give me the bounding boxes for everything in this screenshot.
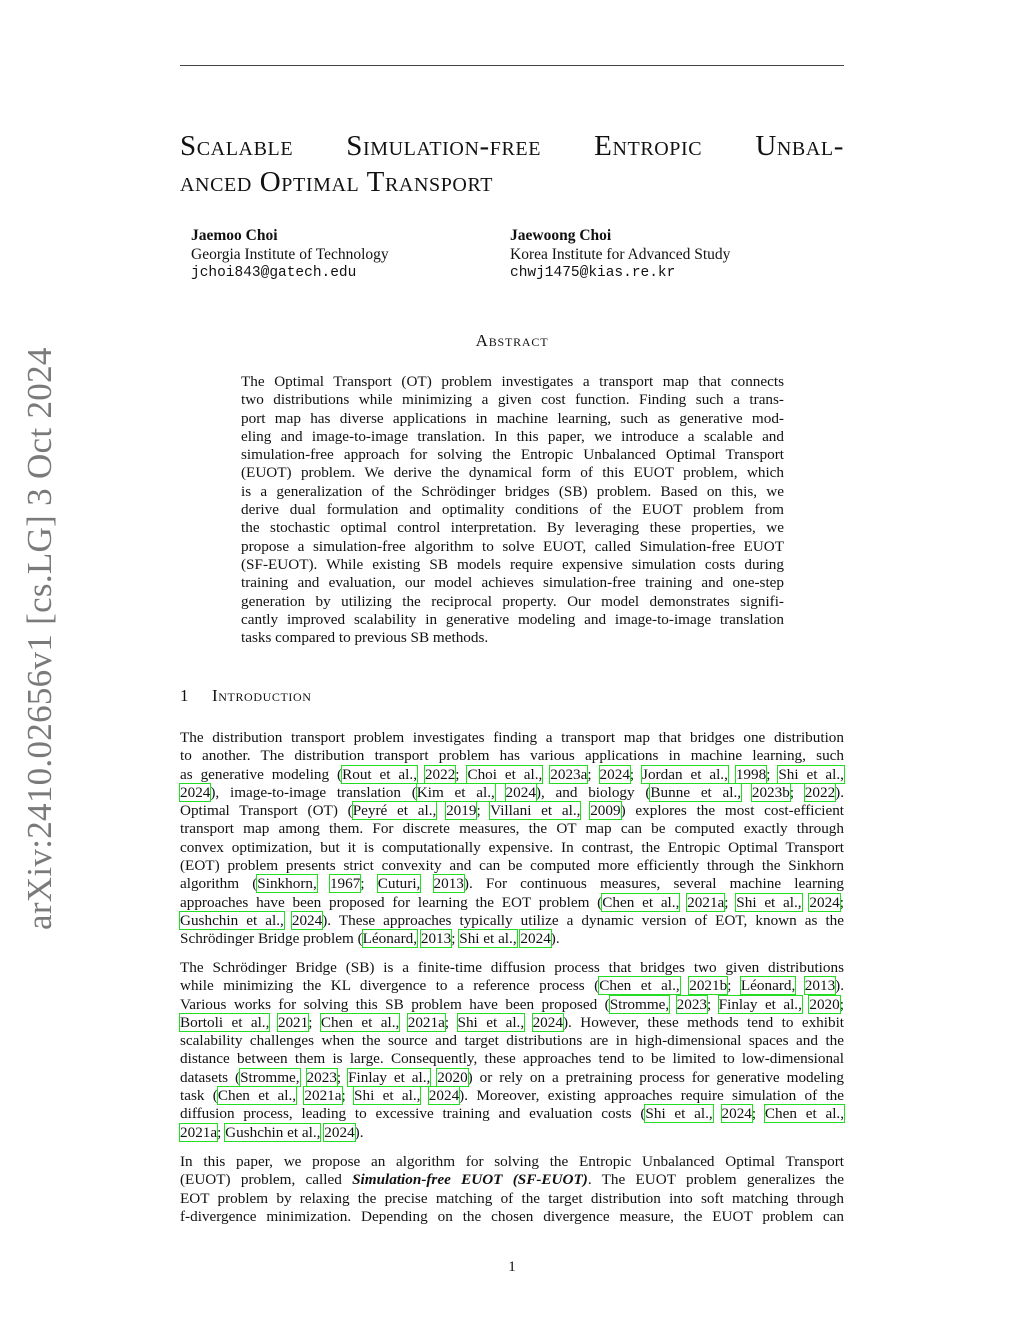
citation-link[interactable]: Peyré et al., (352, 802, 437, 820)
intro-paragraph-3 (180, 1153, 844, 1226)
abstract-line: derive dual formulation and optimality conditions of the EUOT problem from (241, 501, 784, 519)
text-run: while minimizing the KL divergence to a reference process ( (180, 977, 600, 995)
citation-link[interactable]: Villani et al., (490, 802, 581, 820)
text-line: 2024), image-to-image translation (Kim et al., 2024), and biology (Bunne et al., 2023b; 2022). (180, 783, 845, 801)
text-line: Optimal Transport (OT) (Peyré et al., 2019; Villani et al., 2009) explores the most cost-efficient (180, 802, 845, 820)
abstract-line: is a generalization of the Schrödinger bridges (SB) problem. Based on this, we (241, 482, 784, 500)
text-line: diffusion process, leading to excessive training and evaluation costs (Shi et al., 2024; Chen et al., (180, 1105, 845, 1123)
citation-link[interactable]: 2024 (532, 1013, 563, 1031)
citation-link[interactable]: Shi et al., (645, 1105, 713, 1123)
text-line (180, 1171, 844, 1189)
text-line: Bortoli et al., 2021; Chen et al., 2021a; Shi et al., 2024). However, these methods tend to exhibit (180, 1013, 845, 1031)
citation-link[interactable]: 2013 (420, 930, 452, 948)
citation-link[interactable]: 2024 (180, 783, 211, 801)
section-title: Introduction (212, 686, 312, 705)
text-line: while minimizing the KL divergence to a reference process (Chen et al., 2021b; Léonard, 2013). (180, 977, 845, 995)
text-line (180, 912, 844, 930)
top-rule (180, 65, 844, 66)
citation-link[interactable]: 2023b (751, 783, 790, 801)
citation-link[interactable]: 2024 (505, 783, 536, 801)
abstract-line: propose a simulation-free algorithm to solve EUOT, called Simulation-free EUOT (241, 537, 784, 555)
citation-link[interactable]: Gushchin et al., (180, 911, 284, 929)
text-line: scalability challenges when the source and target distributions are in high-dimensional spaces and the (180, 1032, 844, 1050)
author-affiliation: Georgia Institute of Technology (191, 246, 389, 263)
citation-link[interactable]: 2021a (407, 1013, 445, 1031)
author-affiliation: Korea Institute for Advanced Study (510, 246, 731, 263)
text-run: ), image-to-image translation ( (210, 783, 417, 801)
citation-link[interactable]: Gushchin et al., (225, 1123, 321, 1141)
text-line: convex optimization, but it is computationally expensive. In contrast, the Entropic Optimal Transport (180, 838, 844, 856)
text-line: EOT problem by relaxing the precise matching of the target distribution into soft matching through (180, 1189, 844, 1207)
intro-paragraph-1 (180, 729, 844, 949)
author-email[interactable]: chwj1475@kias.re.kr (510, 265, 676, 281)
citation-link[interactable]: Chen et al., (217, 1087, 297, 1105)
citation-link[interactable]: 2020 (809, 995, 840, 1013)
text-line: The Schrödinger Bridge (SB) is a finite-time diffusion process that bridges two given distributions (180, 959, 844, 976)
text-line: 2021a; Gushchin et al., 2024). (180, 1123, 364, 1141)
citation-link[interactable]: Shi et al., (736, 893, 802, 911)
abstract-line: simulation-free approach for solving the Entropic Unbalanced Optimal Transport (241, 446, 784, 464)
abstract-body (241, 373, 784, 647)
citation-link[interactable]: Choi et al., (467, 765, 543, 783)
text-run: ). (550, 930, 560, 948)
text-line: approaches have been proposed for learning the EOT problem (Chen et al., 2021a; Shi et al., 2024; (180, 893, 844, 911)
citation-link[interactable]: 2023 (306, 1068, 337, 1086)
text-run: diffusion process, leading to excessive training and evaluation costs ( (180, 1105, 646, 1123)
text-run: ). However, these methods tend to exhibit (562, 1013, 845, 1031)
abstract-line: two distributions while minimizing a given cost function. Finding such a trans- (241, 391, 784, 409)
text-line: Schrödinger Bridge problem (Léonard, 2013; Shi et al., 2024). (180, 930, 560, 948)
citation-link[interactable]: Bortoli et al., (180, 1013, 270, 1031)
citation-link[interactable]: 2019 (446, 802, 477, 820)
author-block (510, 226, 730, 283)
citation-link[interactable]: Chen et al., (599, 977, 680, 995)
citation-link[interactable]: 2024 (324, 1123, 355, 1141)
text-run: ). (354, 1123, 364, 1141)
text-run: ), and biology ( (535, 783, 651, 801)
text-run: ). These approaches typically utilize a dynamic version of EOT, known as the (322, 911, 845, 929)
citation-link[interactable]: 2021a (304, 1087, 342, 1105)
citation-link[interactable]: Jordan et al., (642, 765, 728, 783)
text-line: task (Chen et al., 2021a; Shi et al., 2024). Moreover, existing approaches require simulation of the (180, 1087, 845, 1105)
abstract-line: the stochastic optimal control interpretation. By leveraging these properties, we (241, 519, 784, 537)
citation-link[interactable]: Shi et al., (459, 930, 517, 948)
citation-link[interactable]: 2024 (809, 893, 840, 911)
text-line: as generative modeling (Rout et al., 2022; Choi et al., 2023a; 2024; Jordan et al., 1998; Shi et al., (180, 765, 844, 783)
citation-link[interactable]: Shi et al., (778, 765, 844, 783)
abstract-line: training and evaluation, our model achieves simulation-free training and one-step (241, 574, 784, 592)
citation-link[interactable]: Cuturi, (377, 875, 421, 893)
text-line: distance between them is large. Consequently, these approaches tend to be limited to low-dimensional (180, 1050, 844, 1068)
citation-link[interactable]: Stromme, (609, 995, 670, 1013)
citation-link[interactable]: 2021a (180, 1123, 218, 1141)
text-run: algorithm ( (180, 875, 258, 893)
text-line: to another. The distribution transport problem has various applications in machine learning, such (180, 747, 844, 765)
text-line: (EOT) problem presents strict convexity and can be computed more efficiently through the Sinkhorn (180, 857, 844, 875)
citation-link[interactable]: 2020 (437, 1068, 468, 1086)
abstract-line: port map has diverse applications in machine learning, such as generative mod- (241, 409, 784, 427)
author-block (191, 226, 389, 283)
citation-link[interactable]: Léonard, (740, 977, 796, 995)
text-run: (EUOT) problem, called (180, 1171, 353, 1189)
text-run: ). Moreover, existing approaches require simulation of the (459, 1087, 845, 1105)
citation-link[interactable]: Shi et al., (457, 1013, 525, 1031)
citation-link[interactable]: Rout et al., (342, 765, 417, 783)
citation-link[interactable]: Stromme, (240, 1068, 300, 1086)
title-line-2: anced Optimal Transport (180, 166, 494, 198)
citation-link[interactable]: 2013 (804, 977, 836, 995)
abstract-line: tasks compared to previous SB methods. (241, 629, 489, 647)
page-number: 1 (508, 1259, 516, 1275)
author-name: Jaewoong Choi (510, 227, 612, 244)
text-run: ). (835, 977, 845, 995)
citation-link[interactable]: Léonard, (362, 930, 418, 948)
abstract-heading: Abstract (475, 331, 549, 350)
text-line: Various works for solving this SB problem have been proposed (Stromme, 2023; Finlay et al., 2020; (180, 995, 844, 1013)
citation-link[interactable]: 2013 (433, 875, 464, 893)
abstract-line: (EUOT) problem. We derive the dynamical form of this EUOT problem, which (241, 464, 784, 482)
citation-link[interactable]: Sinkhorn, (257, 875, 317, 893)
text-line: transport map among them. For discrete measures, the OT map can be computed exactly through (180, 820, 844, 838)
text-run: Schrödinger Bridge problem ( (180, 930, 363, 948)
text-run: datasets ( (180, 1068, 241, 1086)
section-number: 1 (180, 686, 190, 705)
citation-link[interactable]: 1998 (735, 765, 767, 783)
text-run: Optimal Transport (OT) ( (180, 802, 353, 820)
citation-link[interactable]: 2024 (599, 765, 630, 783)
intro-paragraph-2 (180, 959, 844, 1142)
text-line: The distribution transport problem investigates finding a transport map that bridges one distribution (180, 729, 844, 746)
citation-link[interactable]: 2024 (428, 1087, 460, 1105)
text-run: ). For continuous measures, several machine learning (463, 875, 845, 893)
citation-link[interactable]: Finlay et al., (718, 995, 802, 1013)
citation-link[interactable]: 2009 (590, 802, 621, 820)
text-run: ) or rely on a pretraining process for generative modeling (467, 1068, 844, 1086)
arxiv-identifier: arXiv:2410.02656v1 [cs.LG] 3 Oct 2024 (20, 347, 59, 930)
abstract-line: eling and image-to-image translation. In this paper, we introduce a scalable and (241, 427, 784, 445)
citation-link[interactable]: 2023 (676, 995, 707, 1013)
abstract-line: (SF-EUOT). While existing SB models require expensive simulation costs during (241, 555, 784, 573)
method-name: Simulation-free EUOT (SF-EUOT) (352, 1171, 588, 1189)
citation-link[interactable]: Kim et al., (416, 783, 495, 801)
text-run: task ( (180, 1087, 218, 1105)
paper-title (180, 128, 844, 200)
citation-link[interactable]: 2021a (687, 893, 725, 911)
abstract-line: cantly improved scalability in generative modeling and image-to-image translation (241, 610, 784, 628)
author-email[interactable]: jchoi843@gatech.edu (191, 265, 357, 281)
citation-link[interactable]: 2022 (424, 765, 456, 783)
citation-link[interactable]: Chen et al., (320, 1013, 400, 1031)
citation-link[interactable]: Finlay et al., (348, 1068, 431, 1086)
text-run: . The EUOT problem generalizes the (587, 1171, 844, 1189)
text-run: Various works for solving this SB problem have been proposed ( (180, 995, 610, 1013)
citation-link[interactable]: 2023a (550, 765, 588, 783)
citation-link[interactable]: 2021b (689, 977, 728, 995)
citation-link[interactable]: Shi et al., (354, 1087, 421, 1105)
citation-link[interactable]: 2024 (520, 930, 551, 948)
section-heading (180, 686, 312, 706)
author-name: Jaemoo Choi (191, 227, 278, 244)
text-line: algorithm (Sinkhorn, 1967; Cuturi, 2013). For continuous measures, several machine learning (180, 875, 845, 893)
citation-link[interactable]: 2024 (291, 911, 323, 929)
text-line: datasets (Stromme, 2023; Finlay et al., 2020) or rely on a pretraining process for generative modeling (180, 1068, 844, 1086)
citation-link[interactable]: 1967 (329, 875, 361, 893)
citation-link[interactable]: Bunne et al., (650, 783, 742, 801)
abstract-line: generation by utilizing the reciprocal property. Our model demonstrates signifi- (241, 592, 784, 610)
citation-link[interactable]: 2022 (804, 783, 836, 801)
citation-link[interactable]: 2021 (277, 1013, 309, 1031)
text-run: as generative modeling ( (180, 765, 343, 783)
text-line: In this paper, we propose an algorithm for solving the Entropic Unbalanced Optimal Transport (180, 1153, 844, 1170)
citation-link[interactable]: 2024 (721, 1105, 752, 1123)
text-run: approaches have been proposed for learning the EOT problem ( (180, 893, 603, 911)
abstract-line: The Optimal Transport (OT) problem investigates a transport map that connects (241, 373, 784, 390)
citation-link[interactable]: Chen et al., (764, 1105, 845, 1123)
citation-link[interactable]: Chen et al., (602, 893, 680, 911)
text-run: ) explores the most cost-efficient (620, 802, 845, 820)
text-line: f-divergence minimization. Depending on the chosen divergence measure, the EUOT problem can (180, 1207, 844, 1225)
title-line-1: Scalable Simulation-free Entropic Unbal- (180, 130, 844, 162)
